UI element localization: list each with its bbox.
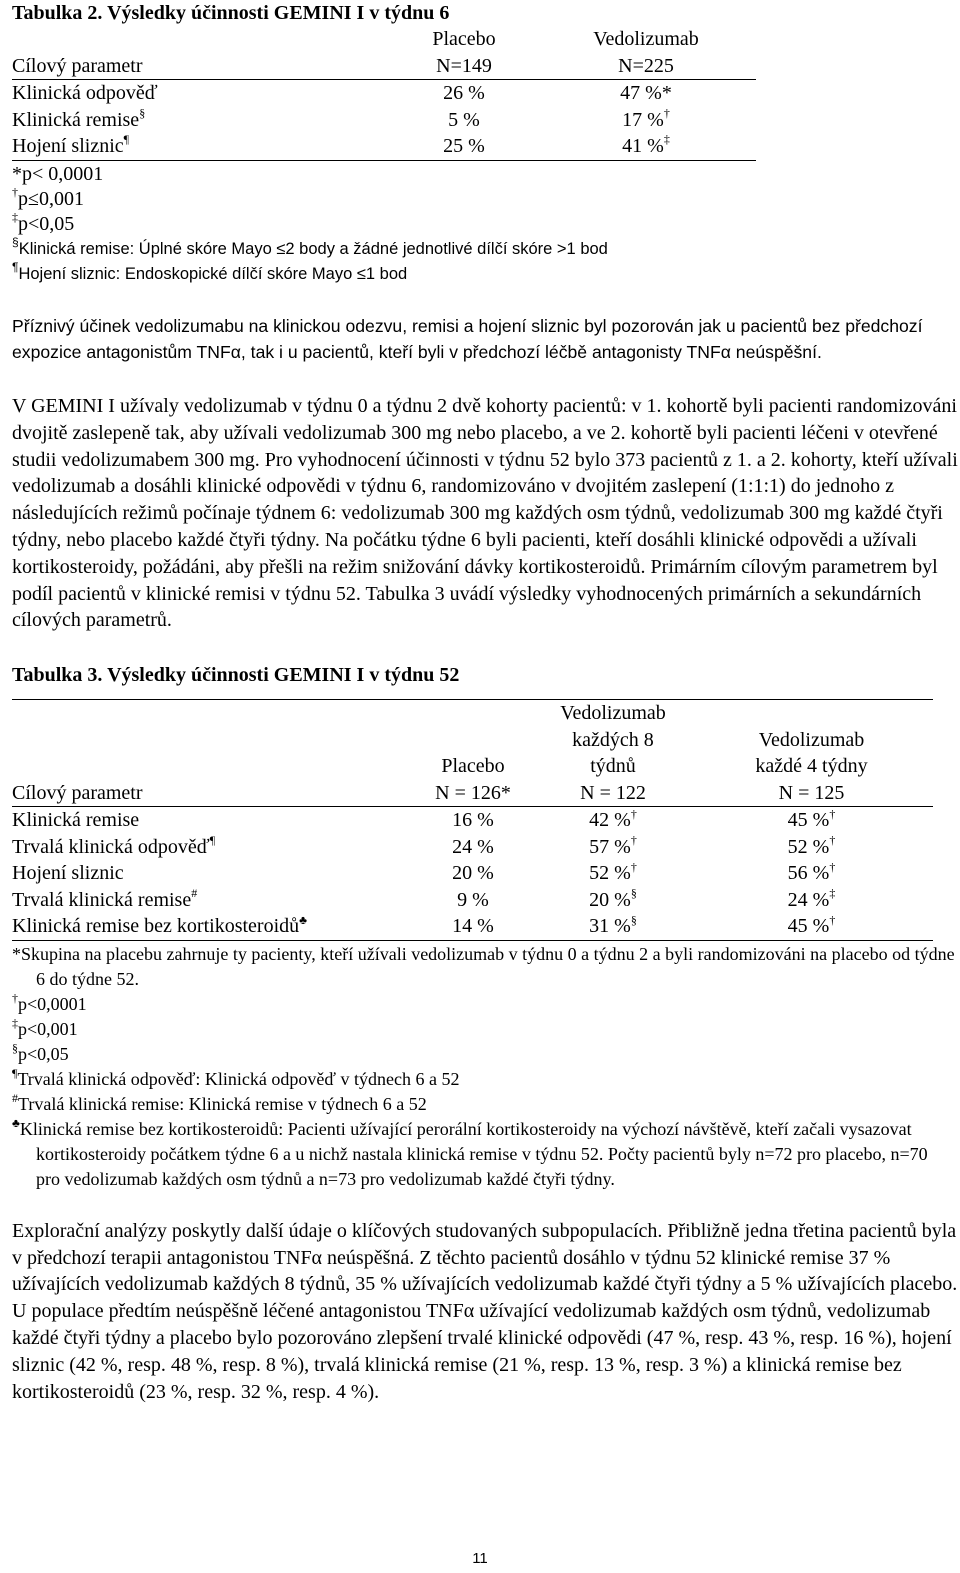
footnote: §Klinická remise: Úplné skóre Mayo ≤2 body a žádné jednotlivé dílčí skóre >1 bod — [12, 235, 608, 258]
table-row: Klinická remise bez kortikosteroidů♣ 14 % 31 %§ 45 %† — [12, 913, 933, 940]
footnote: ¶Trvalá klinická odpověď: Klinická odpověď v týdnech 6 a 52 — [12, 1065, 460, 1089]
table2 — [12, 26, 756, 161]
paragraph-2: V GEMINI I užívaly vedolizumab v týdnu 0 a týdnu 2 dvě kohorty pacientů: v 1. kohortě byli pacienti randomizováni dvojitě zaslepeně tak, aby užívali vedolizumab 300 mg nebo placebo, a ve 2. kohortě byli pacienti léčeni v otevřené studii vedolizumabem 300 mg. Pro vyhodnocení účinnosti v týdnu 52 bylo 373 pacientů z 1. a 2. kohorty, kteří užívali vedolizumab a dosáhli klinické odpovědi v týdnu 6, randomizováno v dvojitém zaslepení (1:1:1) do jednoho z následujících režimů počínaje týdnem 6: vedolizumab 300 mg každých osm týdnů, vedolizumab 300 mg každé čtyři týdny, nebo placebo každé čtyři týdny. Na počátku týdne 6 byli pacienti, kteří dosáhli klinické odpovědi a užívali kortikosteroidy, požádáni, aby přešli na režim snižování dávky kortikosteroidů. Primárním cílovým parametrem byl podíl pacientů v klinické remisi v týdnu 52. Tabulka 3 uvádí výsledky vyhodnocených primárních a sekundárních cílových parametrů. — [12, 395, 958, 632]
table3 — [12, 699, 933, 941]
footnote: #Trvalá klinická remise: Klinická remise v týdnech 6 a 52 — [12, 1090, 427, 1114]
page-number: 11 — [472, 1550, 488, 1567]
document-page — [12, 0, 958, 1405]
footnote: ‡p<0,05 — [12, 209, 75, 235]
paragraph-3: Explorační analýzy poskytly další údaje o klíčových studovaných subpopulacích. Přibližně jedna třetina pacientů byla v předchozí terapii antagonistou TNFα neúspěšná. Z těchto pacientů dosáhlo v týdnu 52 klinické remise 37 % užívajících vedolizumab každých 8 týdnů, 35 % užívajících vedolizumab každé čtyři týdny a 5 % užívajících placebo. U populace předtím neúspěšně léčené antagonistou TNFα užívající vedolizumab každých osm týdnů, vedolizumab každé čtyři týdny a placebo bylo pozorováno zlepšení trvalé klinické odpovědi (47 %, resp. 43 %, resp. 16 %), hojení sliznic (42 %, resp. 48 %, resp. 8 %), trvalá klinická remise (21 %, resp. 13 %, resp. 3 %) a klinická remise bez kortikosteroidů (23 %, resp. 32 %, resp. 4 %). — [12, 1219, 958, 1403]
footnote: §p<0,05 — [12, 1040, 69, 1064]
table3-header — [12, 700, 933, 807]
footnote: †p≤0,001 — [12, 184, 84, 210]
footnote: ¶Hojení sliznic: Endoskopické dílčí skóre Mayo ≤1 bod — [12, 260, 408, 283]
table-row: Trvalá klinická odpověď¶ 24 % 57 %† 52 %† — [12, 833, 836, 858]
table2-footnotes — [12, 162, 958, 287]
footnote: *p< 0,0001 — [12, 162, 104, 185]
table3-footnotes — [12, 942, 958, 1192]
table-row: Klinická remise 16 % 42 %† 45 %† — [12, 807, 933, 834]
table2-header-vedolizumab: Vedolizumab N=225 — [593, 28, 699, 77]
paragraph-1: Příznivý účinek vedolizumabu na klinickou odezvu, remisi a hojení sliznic byl pozorován jak u pacientů bez předchozí expozice antagonistům TNFα, tak i u pacientů, kteří byli v předchozí léčbě antagonisty TNFα neúspěšní. — [12, 315, 923, 363]
footnote: †p<0,0001 — [12, 990, 87, 1014]
table-row: Klinická odpověď 26 % 47 %* — [12, 80, 756, 107]
table2-header-placebo: Placebo N=149 — [432, 28, 496, 77]
table2-header-param: Cílový parametr — [12, 54, 143, 77]
footnote: ‡p<0,001 — [12, 1015, 78, 1039]
table-row: Hojení sliznic 20 % 52 %† 56 %† — [12, 859, 836, 885]
table2-header — [12, 26, 756, 80]
table-row: Trvalá klinická remise# 9 % 20 %§ 24 %‡ — [12, 886, 836, 911]
table3-header-vedo4: Vedolizumab každé 4 týdny N = 125 — [755, 728, 868, 804]
footnote: *Skupina na placebu zahrnuje ty pacienty, kteří užívali vedolizumab v týdnu 0 a týdnu 2 a byli randomizováni na placebo od týdne 6 do týdne 52. — [12, 943, 955, 989]
table-row: Klinická remise§ 5 % 17 %† — [12, 105, 670, 131]
table2-title: Tabulka 2. Výsledky účinnosti GEMINI I v týdnu 6 — [12, 2, 450, 24]
table3-header-vedo8: Vedolizumab každých 8 týdnů N = 122 — [560, 702, 666, 804]
table3-title: Tabulka 3. Výsledky účinnosti GEMINI I v týdnu 52 — [12, 664, 460, 687]
table-row: Hojení sliznic¶ 25 % 41 %‡ — [12, 133, 756, 160]
footnote: ♣Klinická remise bez kortikosteroidů: Pacienti užívající perorální kortikosteroidy na výchozí návštěvě, kteří začali vysazovat kortikosteroidy počátkem týdne 6 a u nichž nastala klinická remise v týdnu 52. Počty pacientů byly n=72 pro placebo, n=70 pro vedolizumab každých osm týdnů a n=73 pro vedolizumab každé čtyři týdny. — [12, 1115, 928, 1189]
table3-header-placebo: Placebo N = 126* — [435, 755, 511, 804]
table3-header-param: Cílový parametr — [12, 781, 143, 804]
